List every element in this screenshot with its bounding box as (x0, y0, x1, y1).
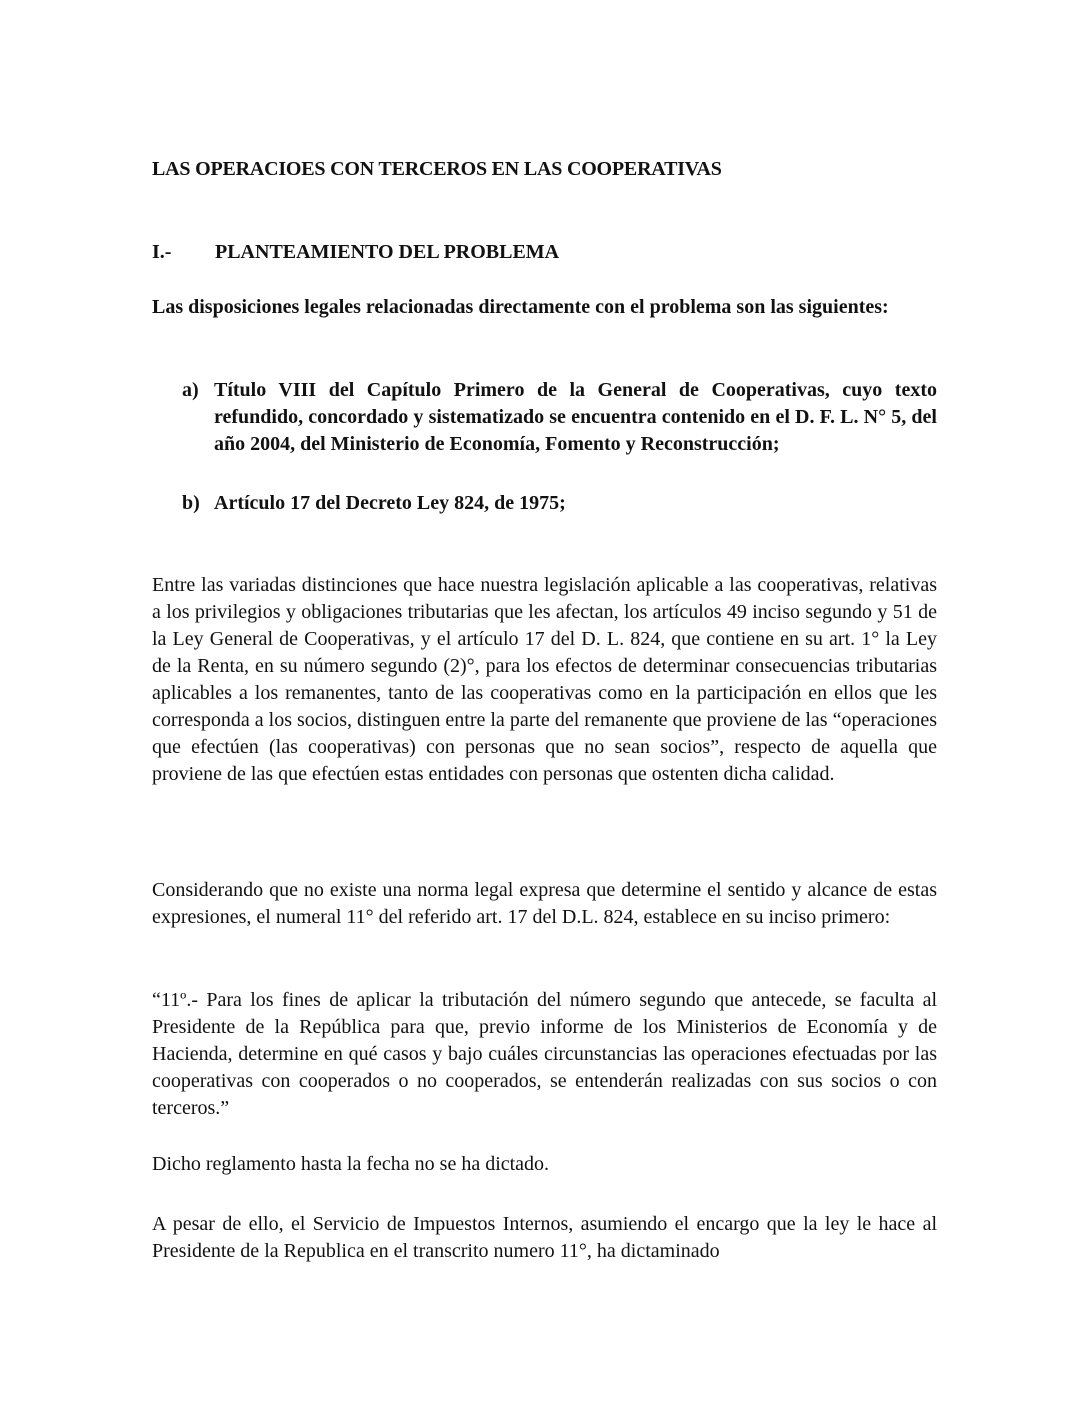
intro-paragraph: Las disposiciones legales relacionadas directamente con el problema son las siguientes: (152, 296, 889, 318)
body-paragraph-4: Dicho reglamento hasta la fecha no se ha dictado. (152, 1153, 550, 1175)
section-title: PLANTEAMIENTO DEL PROBLEMA (215, 241, 560, 263)
body-paragraph-1: Entre las variadas distinciones que hace nuestra legislación aplicable a las cooperativas, relativas a los privilegios y obligaciones tributarias que les afectan, los artículos 49 inciso segundo y 51 de la Ley General de Cooperativas, y el artículo 17 del D. L. 824, que contiene en su art. 1° la Ley de la Renta, en su número segundo (2)°, para los efectos de determinar consecuencias tributarias aplicables a los remanentes, tanto de las cooperativas como en la participación en ellos que les corresponda a los socios, distinguen entre la parte del remanente que proviene de las “operaciones que efectúen (las cooperativas) con personas que no sean socios”, respecto de aquella que proviene de las que efectúen estas entidades con personas que ostenten dicha calidad. (152, 574, 937, 785)
list-item-b (182, 490, 937, 517)
list-item-a (182, 377, 937, 458)
list-marker: b) (182, 492, 200, 514)
section-number: I.- (152, 241, 172, 263)
body-paragraph-5: A pesar de ello, el Servicio de Impuestos Internos, asumiendo el encargo que la ley le hace al Presidente de la Republica en el transcrito numero 11°, ha dictaminado (152, 1213, 937, 1262)
quoted-paragraph: “11º.- Para los fines de aplicar la tributación del número segundo que antecede, se faculta al Presidente de la República para que, previo informe de los Ministerios de Economía y de Hacienda, determine en qué casos y bajo cuáles circunstancias las operaciones efectuadas por las cooperativas con cooperados o no cooperados, se entenderán realizadas con sus socios o con terceros.” (152, 989, 937, 1119)
list-marker: a) (182, 379, 199, 401)
list-item-text: Artículo 17 del Decreto Ley 824, de 1975; (214, 492, 566, 514)
list-item-text: Título VIII del Capítulo Primero de la General de Cooperativas, cuyo texto refundido, concordado y sistematizado se encuentra contenido en el D. F. L. N° 5, del año 2004, del Ministerio de Economía, Fomento y Reconstrucción; (214, 379, 937, 455)
document-title: LAS OPERACIOES CON TERCEROS EN LAS COOPERATIVAS (152, 158, 722, 180)
section-heading (152, 239, 937, 266)
body-paragraph-2: Considerando que no existe una norma legal expresa que determine el sentido y alcance de estas expresiones, el numeral 11° del referido art. 17 del D.L. 824, establece en su inciso primero: (152, 879, 937, 928)
